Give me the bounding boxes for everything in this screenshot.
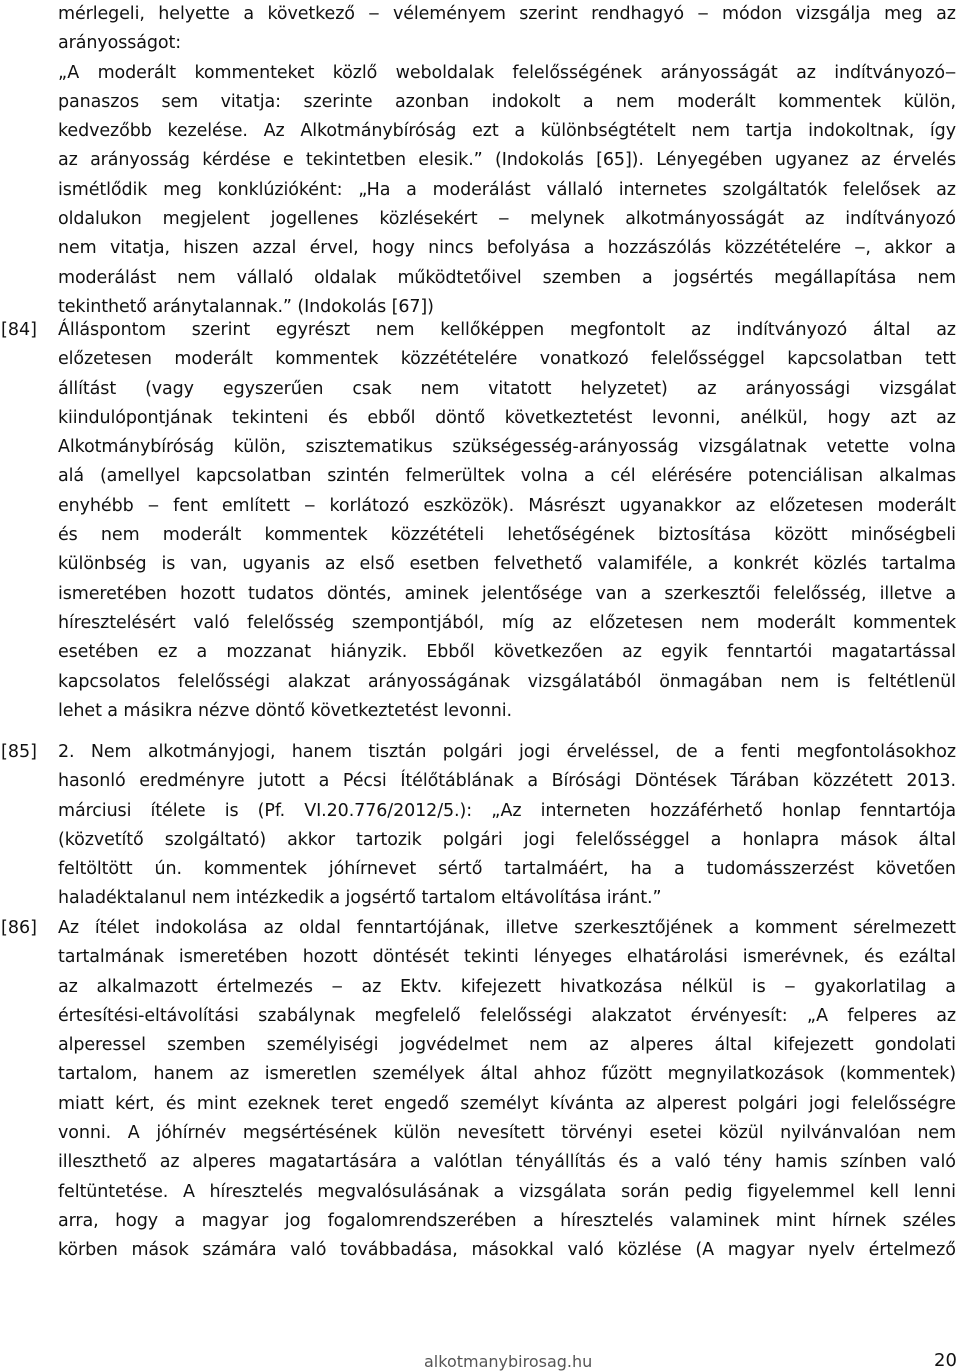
text-line: és nem moderált kommentek közzétételi lehetőségének biztosítása között minőségbeli [58, 525, 956, 546]
text-line: Álláspontom szerint egyrészt nem kellőképpen megfontolt az indítványozó által az [58, 320, 956, 340]
text-line: mérlegeli, helyette a következő ‒ véleményem szerint rendhagyó ‒ módon vizsgálja meg az [58, 4, 956, 24]
text-line: enyhébb ‒ fent említett ‒ korlátozó eszközök). Másrészt ugyanakkor az előzetesen moderált [58, 495, 956, 516]
text-line: kapcsolatos felelősségi alakzat arányosságának vizsgálatából önmagában nem is feltétlenül [58, 671, 956, 692]
paragraph-text [58, 738, 956, 914]
text-line: Alkotmánybíróság külön, szisztematikus szükségesség-arányosság vizsgálatnak vetette volna [58, 437, 956, 458]
text-line: állítást (vagy egyszerűen csak nem vitatott helyzetet) az arányossági vizsgálat [58, 378, 956, 399]
text-line: tekinthető aránytalannak.” (Indokolás [67]) [58, 296, 434, 317]
paragraph [0, 316, 960, 726]
text-line: haladéktalanul nem intézkedik a jogsértő tartalom eltávolítása iránt.” [58, 888, 662, 909]
paragraph-number: [85] [1, 742, 37, 762]
text-line: értesítési-eltávolítási szabálynak megfelelő felelősségi alakzatot érvényesít: „A felperes az [58, 1005, 956, 1026]
text-line: „A moderált kommenteket közlő weboldalak felelősségének arányosságát az indítványozó‒ [58, 62, 956, 83]
text-line: nem vitatja, hiszen azzal érvel, hogy nincs befolyása a hozzászólás közzétételére ‒, akkor a [58, 238, 956, 259]
text-line: előzetesen moderált kommentek közzétételére vonatkozó felelősséggel kapcsolatban tett [58, 349, 956, 370]
text-line: az arányosság kérdése e tekintetben elesik.” (Indokolás [65]). Lényegében ugyanez az érvelés [58, 150, 956, 171]
text-line: oldalukon megjelent jogellenes közlésekért ‒ melynek alkotmányosságát az indítványozó [58, 209, 956, 230]
text-line: híresztelésért való felelősség szempontjából, míg az előzetesen nem moderált kommentek [58, 612, 956, 633]
text-line: moderálást nem vállaló oldalak működtetőivel szemben a jogsértés megállapítása nem [58, 267, 956, 288]
text-line: alá (amellyel kapcsolatban szintén felmerültek volna a cél elérésére potenciálisan alkalmas [58, 466, 956, 487]
text-line: hasonló eredményre jutott a Pécsi Ítélőtáblának a Bírósági Döntések Tárában közzétett 2013. [58, 771, 956, 792]
text-line: kedvezőbb kezelése. Az Alkotmánybíróság ezt a különbségtételt nem tartja indokoltnak, így [58, 121, 956, 142]
paragraph-number: [84] [1, 320, 37, 340]
text-line: arányosságot: [58, 33, 182, 54]
text-line: ismeretében hozott tudatos döntés, aminek jelentősége van a szerkesztői felelősség, illetve a [58, 583, 956, 604]
paragraph-text [58, 914, 956, 1266]
text-line: az alkalmazott értelmezés ‒ az Ektv. kifejezett hivatkozása nélkül is ‒ gyakorlatilag a [58, 976, 956, 997]
text-line: vonni. A jóhírnév megsértésének külön nevesített törvényi esetei közül nyilvánvalóan nem [58, 1123, 956, 1144]
text-line: különbség is van, ugyanis az első esetben felvethető valamiféle, a konkrét közlés tartalma [58, 554, 956, 575]
paragraph-text [58, 316, 956, 726]
text-line: illeszthető az alperes magatartására a valótlan tényállítás és a való tény hamis színben való [58, 1152, 956, 1173]
text-line: márciusi ítélete is (Pf. VI.20.776/2012/5.): „Az interneten hozzáférhető honlap fenntartója [58, 800, 956, 821]
text-line: ismétlődik meg konklúzióként: „Ha a moderálást vállaló internetes szolgáltatók felelősek az [58, 179, 956, 200]
paragraph-number: [86] [1, 918, 37, 938]
text-line: alperessel szemben személyiségi jogvédelmet nem az alperes által kifejezett gondolati [58, 1035, 956, 1056]
text-line: panaszos sem vitatja: szerinte azonban indokolt a nem moderált kommentek külön, [58, 91, 956, 112]
text-line: (közvetítő szolgáltató) akkor tartozik polgári jogi felelősséggel a honlapra mások által [58, 829, 956, 850]
paragraph-text [58, 0, 956, 322]
text-line: miatt kért, és mint ezeknek teret engedő személyt kívánta az alperest polgári jogi felelősségre [58, 1093, 956, 1114]
page-number: 20 [934, 1350, 957, 1371]
text-line: körben mások számára való továbbadása, másokkal való közlése (A magyar nyelv értelmező [58, 1240, 956, 1261]
text-line: arra, hogy a magyar jog fogalomrendszerében a híresztelés valaminek mint hírnek széles [58, 1210, 956, 1231]
text-line: feltüntetése. A híresztelés megvalósulásának a vizsgálata során pedig figyelemmel kell lenni [58, 1181, 956, 1202]
text-line: kiindulópontjának tekinteni és ebből döntő következtetést levonni, anélkül, hogy azt az [58, 407, 956, 428]
text-line: lehet a másikra nézve döntő következtetést levonni. [58, 700, 512, 721]
text-line: 2. Nem alkotmányjogi, hanem tisztán polgári jogi érveléssel, de a fenti megfontolásokhoz [58, 742, 956, 762]
text-line: feltöltött ún. kommentek jóhírnevet sértő tartalmáért, ha a tudomásszerzést követően [58, 859, 956, 880]
text-line: esetében ez a mozzanat hiányzik. Ebből következően az egyik fenntartói magatartással [58, 642, 956, 663]
text-line: tartalom, hanem az ismeretlen személyek által ahhoz fűzött megnyilatkozások (kommentek) [58, 1064, 956, 1085]
paragraph [0, 914, 960, 1266]
footer-site-url: alkotmanybirosag.hu [424, 1352, 593, 1371]
paragraph [0, 738, 960, 914]
text-line: Az ítélet indokolása az oldal fenntartójának, illetve szerkesztőjének a komment sérelmezett [58, 918, 956, 938]
text-line: tartalmának ismeretében hozott döntését tekinti lényeges elhatárolási ismerévnek, és ezáltal [58, 947, 956, 968]
paragraph [0, 0, 960, 322]
